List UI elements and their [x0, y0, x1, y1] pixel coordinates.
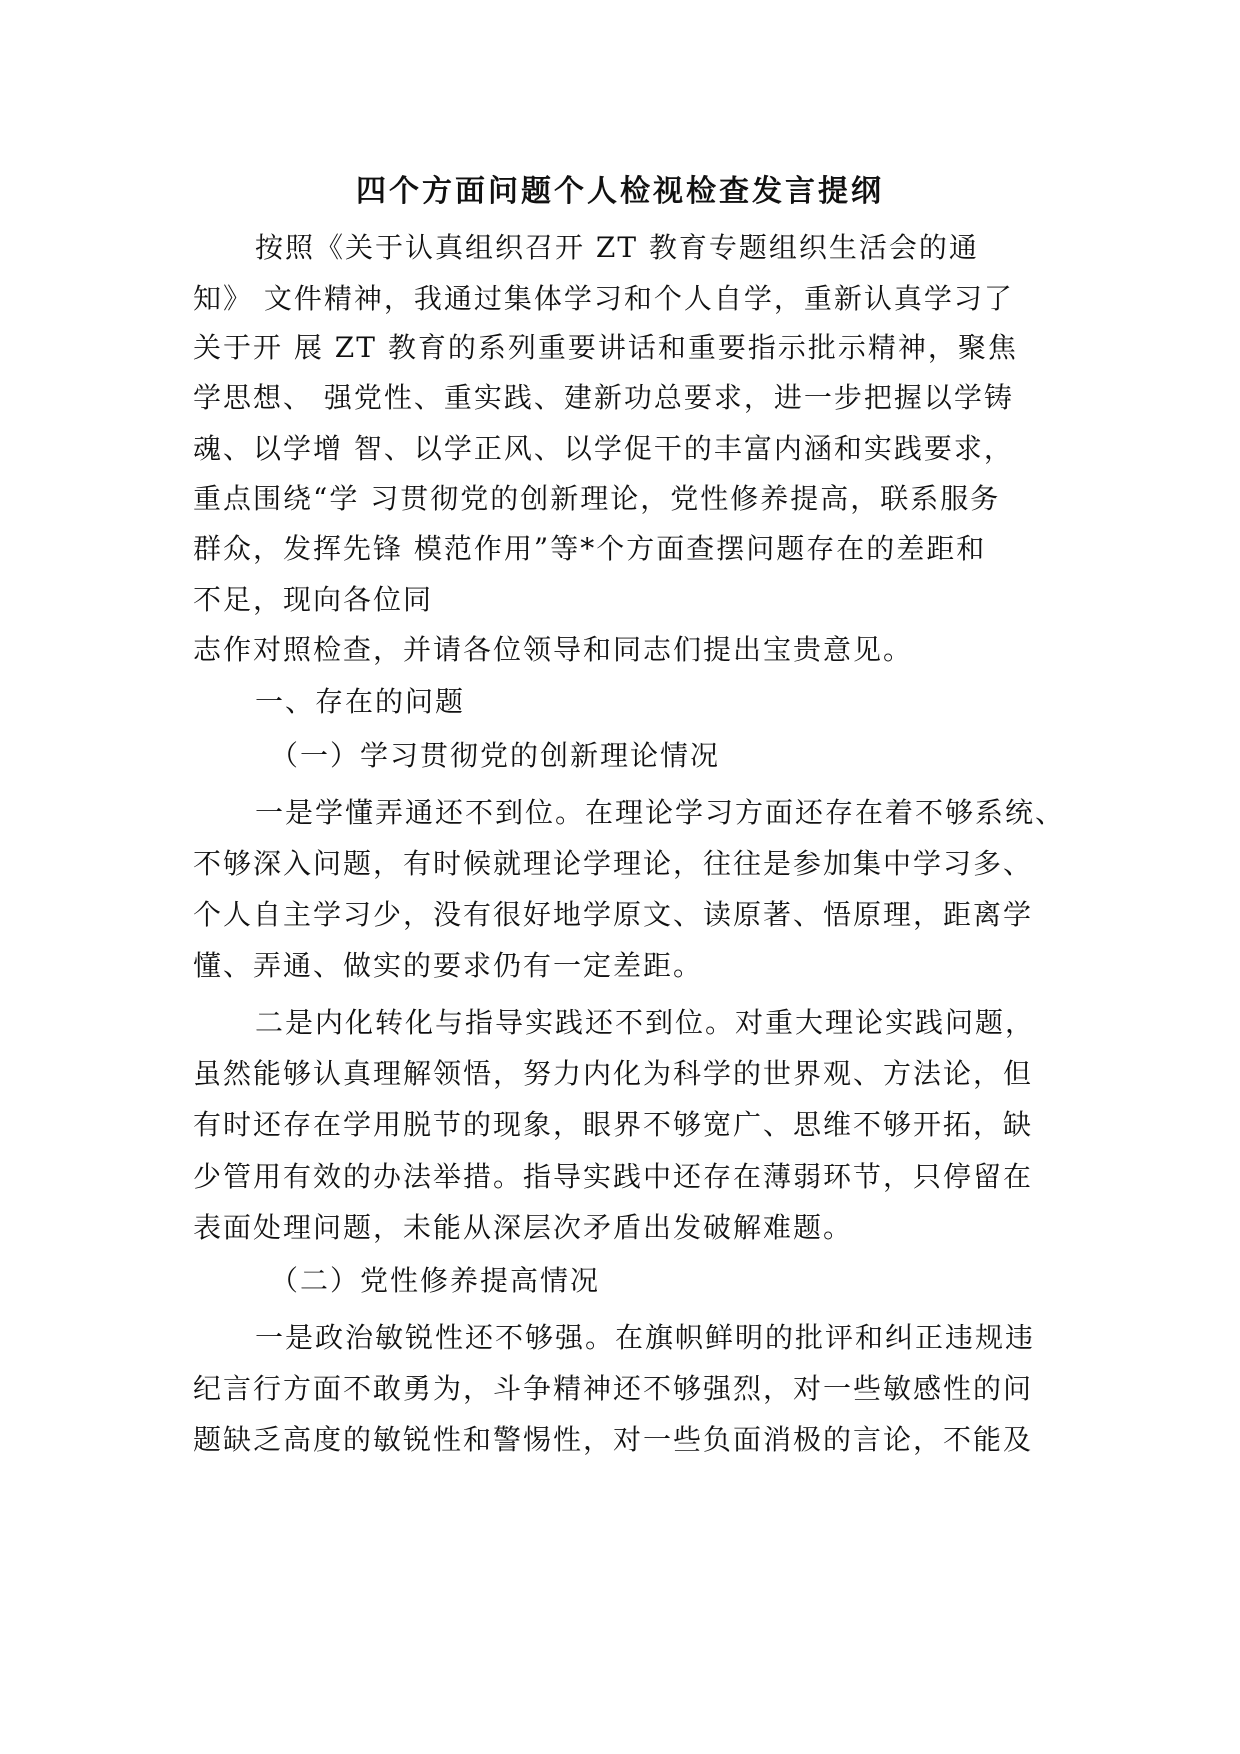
paragraph-line: 一是政治敏锐性还不够强。在旗帜鲜明的批评和纠正违规违 — [255, 1321, 1036, 1354]
paragraph-line: 一是学懂弄通还不到位。在理论学习方面还存在着不够系统、 — [255, 796, 1066, 829]
paragraph-line: 群众，发挥先锋 模范作用”等*个方面查摆问题存在的差距和 — [193, 532, 987, 565]
section-heading: 一、存在的问题 — [255, 685, 466, 718]
paragraph-line: 知》 文件精神，我通过集体学习和个人自学，重新认真学习了 — [193, 282, 1014, 315]
paragraph-line: 按照《关于认真组织召开 ZT 教育专题组织生活会的通 — [255, 231, 979, 264]
paragraph-line: 虽然能够认真理解领悟，努力内化为科学的世界观、方法论，但 — [193, 1057, 1034, 1090]
paragraph-line: 二是内化转化与指导实践还不到位。对重大理论实践问题， — [255, 1006, 1036, 1039]
paragraph-line: 关于开 展 ZT 教育的系列重要讲话和重要指示批示精神，聚焦 — [193, 331, 1018, 364]
paragraph-line: 个人自主学习少，没有很好地学原文、读原著、悟原理，距离学 — [193, 898, 1034, 931]
paragraph-line: 少管用有效的办法举措。指导实践中还存在薄弱环节，只停留在 — [193, 1160, 1034, 1193]
paragraph-line: 重点围绕“学 习贯彻党的创新理论，党性修养提高，联系服务 — [193, 482, 1001, 515]
paragraph-line: 志作对照检查，并请各位领导和同志们提出宝贵意见。 — [193, 633, 914, 666]
paragraph-line: 学思想、 强党性、重实践、建新功总要求，进一步把握以学铸 — [193, 381, 1014, 414]
paragraph-line: 懂、弄通、做实的要求仍有一定差距。 — [193, 949, 704, 982]
paragraph-line: 不够深入问题，有时候就理论学理论，往往是参加集中学习多、 — [193, 847, 1034, 880]
paragraph-line: 不足，现向各位同 — [193, 583, 434, 616]
paragraph-line: 有时还存在学用脱节的现象，眼界不够宽广、思维不够开拓，缺 — [193, 1108, 1034, 1141]
subsection-heading: （二）党性修养提高情况 — [270, 1264, 601, 1297]
paragraph-line: 魂、以学增 智、以学正风、以学促干的丰富内涵和实践要求， — [193, 432, 1014, 465]
paragraph-line: 题缺乏高度的敏锐性和警惕性，对一些负面消极的言论，不能及 — [193, 1423, 1034, 1456]
subsection-heading: （一）学习贯彻党的创新理论情况 — [270, 739, 721, 772]
paragraph-line: 纪言行方面不敢勇为，斗争精神还不够强烈，对一些敏感性的问 — [193, 1372, 1034, 1405]
document-title: 四个方面问题个人检视检查发言提纲 — [356, 174, 884, 209]
paragraph-line: 表面处理问题，未能从深层次矛盾出发破解难题。 — [193, 1211, 854, 1244]
